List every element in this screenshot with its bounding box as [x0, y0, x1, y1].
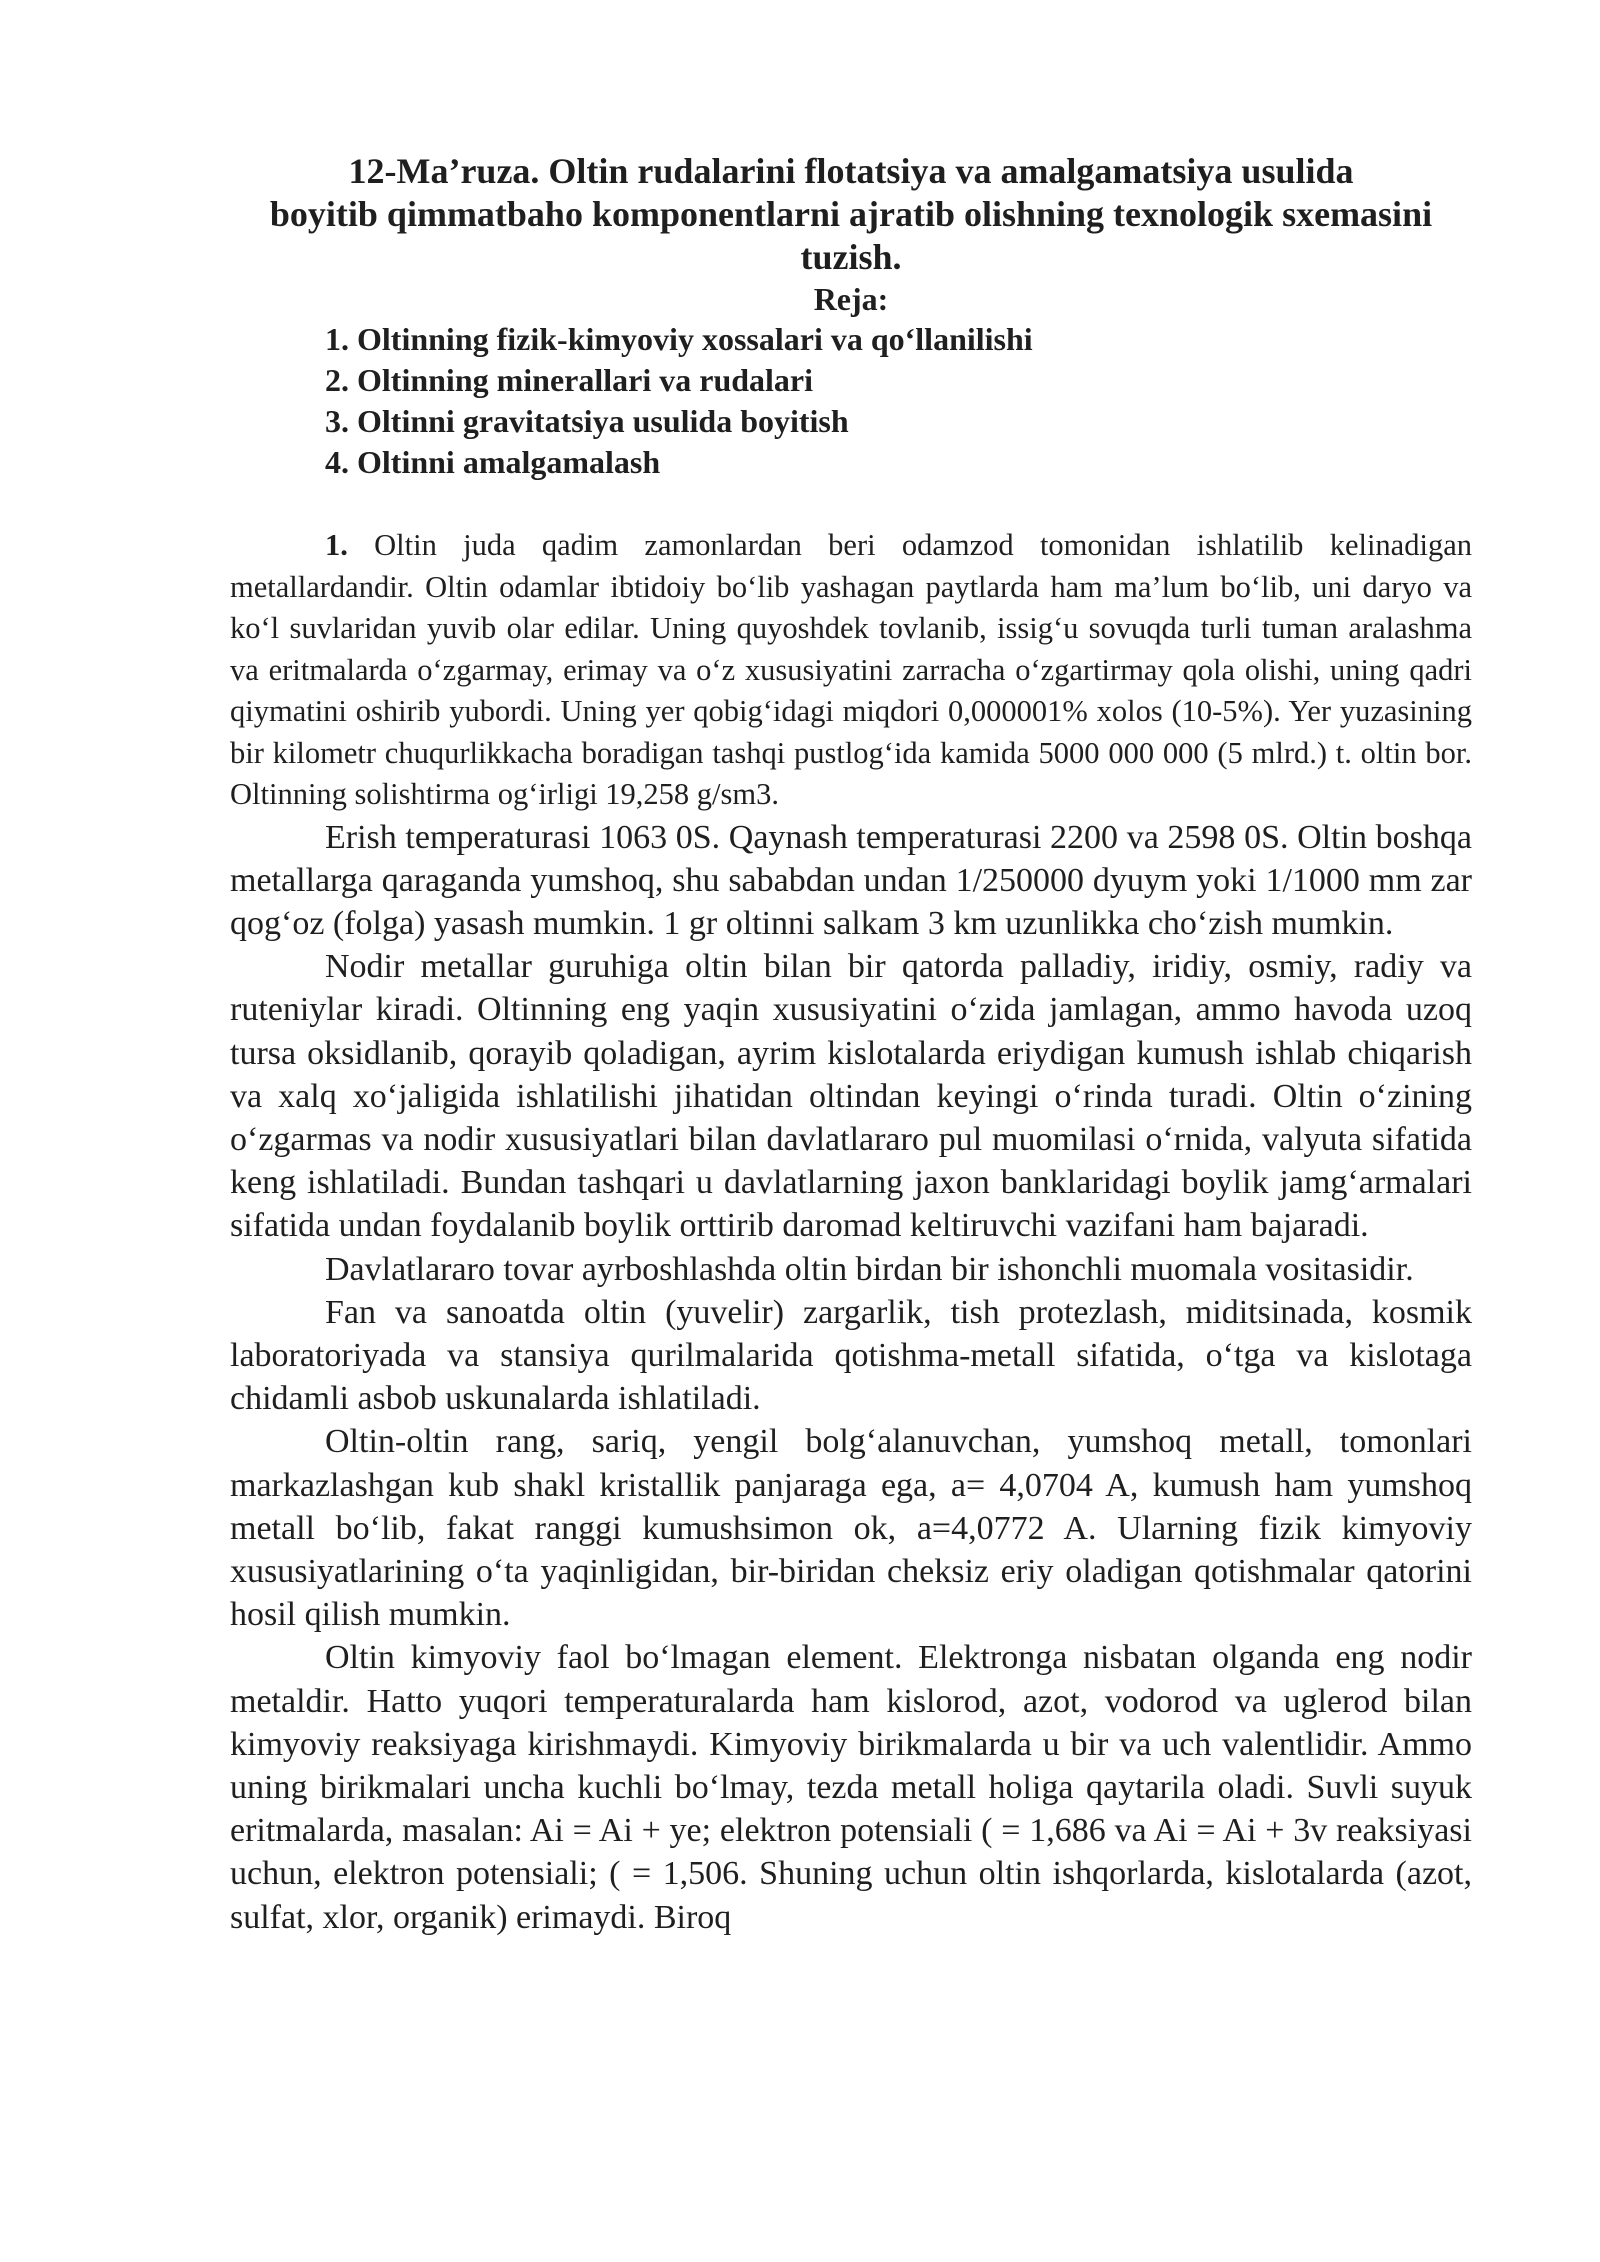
paragraph: Oltin kimyoviy faol bo‘lmagan element. Elektronga nisbatan olganda eng nodir metaldir. Hatto yuqori temperaturalarda ham kislorod, azot, vodorod va uglerod bilan kimyoviy reaksiyaga kirishmaydi. Kimyoviy birikmalarda u bir va uch valentlidir. Ammo uning birikmalari uncha kuchli bo‘lmay, tezda metall holiga qaytarila oladi. Suvli suyuk eritmalarda, masalan: Ai = Ai + ye; elektron potensiali ( = 1,686 va Ai = Ai + 3v reaksiyasi uchun, elektron potensiali; ( = 1,506. Shuning uchun oltin ishqorlarda, kislotalarda (azot, sulfat, xlor, organik) erimaydi. Biroq [230, 1639, 1472, 1936]
paragraph: Fan va sanoatda oltin (yuvelir) zargarlik, tish protezlash, miditsinada, kosmik laboratoriyada va stansiya qurilmalarida qotishma-metall sifatida, o‘tga va kislotaga chidamli asbob uskunalarda ishlatiladi. [230, 1293, 1472, 1418]
paragraph: Erish temperaturasi 1063 0S. Qaynash temperaturasi 2200 va 2598 0S. Oltin boshqa metallarga qaraganda yumshoq, shu sababdan undan 1/250000 dyuym yoki 1/1000 mm zar qog‘oz (folga) yasash mumkin. 1 gr oltinni salkam 3 km uzunlikka cho‘zish mumkin. [230, 818, 1472, 942]
paragraph-intro [230, 525, 1472, 816]
document-page [230, 150, 1472, 1939]
paragraph: Davlatlararo tovar ayrboshlashda oltin birdan bir ishonchli muomala vositasidir. [325, 1250, 1414, 1288]
plan-item: 1. Oltinning fizik-kimyoviy xossalari va qo‘llanilishi [325, 321, 1033, 357]
lecture-title [230, 150, 1472, 279]
lecture-title-line1: 12-Ma’ruza. Oltin rudalarini flotatsiya va amalgamatsiya usulida [348, 151, 1354, 191]
plan-heading: Reja: [813, 281, 889, 317]
section-number: 1. [325, 528, 348, 562]
lecture-title-line2: boyitib qimmatbaho komponentlarni ajratib olishning texnologik sxemasini tuzish. [269, 194, 1433, 277]
plan-list [230, 319, 1472, 483]
plan-item: 2. Oltinning minerallari va rudalari [325, 362, 814, 398]
paragraph-text: Oltin juda qadim zamonlardan beri odamzod tomonidan ishlatilib kelinadigan metallardandir. Oltin odamlar ibtidoiy bo‘lib yashagan paytlarda ham ma’lum bo‘lib, uni daryo va ko‘l suvlaridan yuvib olar edilar. Uning quyoshdek tovlanib, issig‘u sovuqda turli tuman aralashma va eritmalarda o‘zgarmay, erimay va o‘z xususiyatini zarracha o‘zgartirmay qola olishi, uning qadri qiymatini oshirib yubordi. Uning yer qobig‘idagi miqdori 0,000001% xolos (10-5%). Yer yuzasining bir kilometr chuqurlikkacha boradigan tashqi pustlog‘ida kamida 5000 000 000 (5 mlrd.) t. oltin bor. Oltinning solishtirma og‘irligi 19,258 g/sm3. [230, 528, 1472, 811]
plan-item: 4. Oltinni amalgamalash [325, 444, 661, 480]
plan-item: 3. Oltinni gravitatsiya usulida boyitish [325, 403, 849, 439]
paragraph: Oltin-oltin rang, sariq, yengil bolg‘alanuvchan, yumshoq metall, tomonlari markazlashgan kub shakl kristallik panjaraga ega, a= 4,0704 A, kumush ham yumshoq metall bo‘lib, fakat ranggi kumushsimon ok, a=4,0772 A. Ularning fizik kimyoviy xususiyatlarining o‘ta yaqinligidan, bir-biridan cheksiz eriy oladigan qotishmalar qatorini hosil qilish mumkin. [230, 1423, 1472, 1634]
paragraph: Nodir metallar guruhiga oltin bilan bir qatorda palladiy, iridiy, osmiy, radiy va ruteniylar kiradi. Oltinning eng yaqin xususiyatini o‘zida jamlagan, ammo havoda uzoq tursa oksidlanib, qorayib qoladigan, ayrim kislotalarda eriydigan kumush ishlab chiqarish va xalq xo‘jaligida ishlatilishi jihatidan oltindan keyingi o‘rinda turadi. Oltin o‘zining o‘zgarmas va nodir xususiyatlari bilan davlatlararo pul muomilasi o‘rnida, valyuta sifatida keng ishlatiladi. Bundan tashqari u davlatlarning jaxon banklaridagi boylik jamg‘armalari sifatida undan foydalanib boylik orttirib daromad keltiruvchi vazifani ham bajaradi. [230, 948, 1472, 1245]
